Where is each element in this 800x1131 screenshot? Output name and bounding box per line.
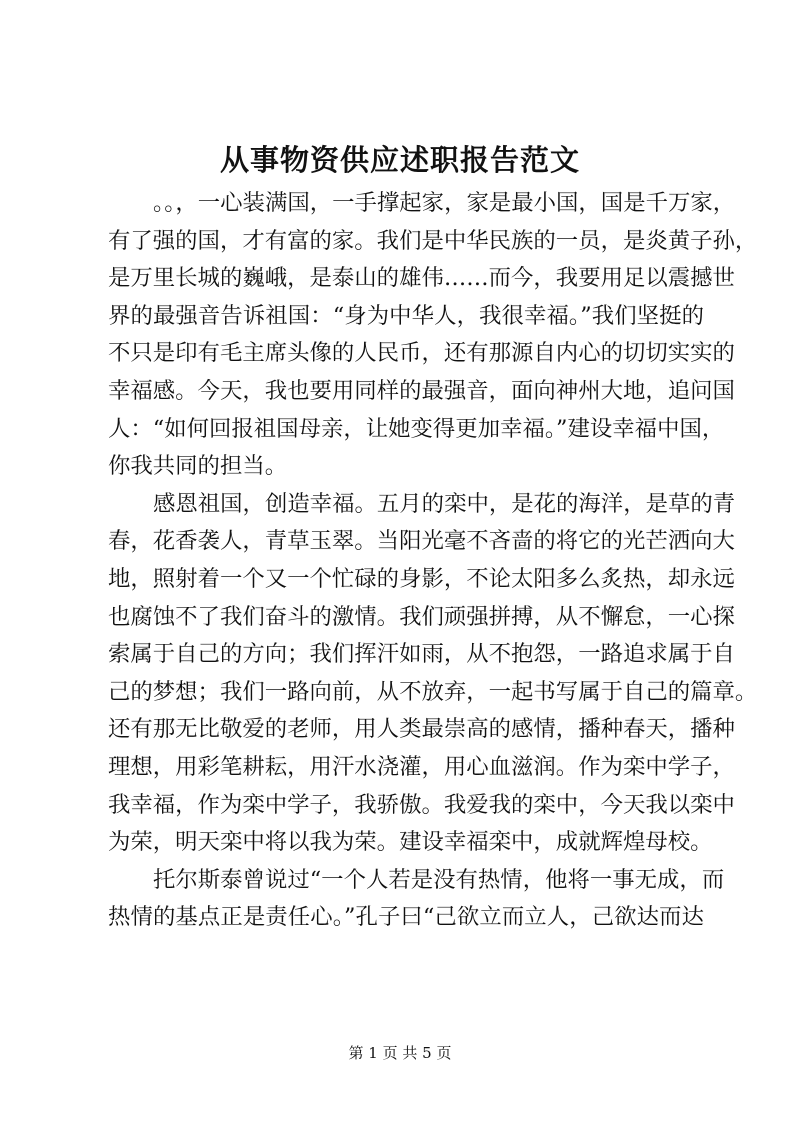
- text-line: 为荣，明天栾中将以我为荣。建设幸福栾中，成就辉煌母校。: [108, 829, 713, 856]
- text-line: 地，照射着一个又一个忙碌的身影，不论太阳多么炙热，却永远: [108, 565, 735, 592]
- text-line: 也腐蚀不了我们奋斗的激情。我们顽强拼搏，从不懈怠，一心探: [108, 603, 735, 630]
- paragraph: [108, 185, 758, 486]
- page-footer: 第 1 页 共 5 页: [348, 1044, 452, 1062]
- document-body: [108, 185, 758, 937]
- text-line: 不只是印有毛主席头像的人民币，还有那源自内心的切切实实的: [108, 340, 735, 367]
- text-line: 理想，用彩笔耕耘，用汗水浇灌，用心血滋润。作为栾中学子，: [108, 753, 735, 780]
- text-line: 春，花香袭人，青草玉翠。当阳光毫不吝啬的将它的光芒洒向大: [108, 528, 735, 555]
- paragraph: [108, 486, 758, 862]
- text-line: 还有那无比敬爱的老师，用人类最崇高的感情，播种春天，播种: [108, 716, 735, 743]
- text-line: 界的最强音告诉祖国：“身为中华人，我很幸福。”我们坚挺的: [108, 302, 704, 329]
- text-line: 人：“如何回报祖国母亲，让她变得更加幸福。”建设幸福中国，: [108, 415, 725, 442]
- text-line: 我幸福，作为栾中学子，我骄傲。我爱我的栾中，今天我以栾中: [108, 791, 735, 818]
- text-line: 己的梦想；我们一路向前，从不放弃，一起书写属于自己的篇章。: [108, 678, 758, 705]
- paragraph: [108, 862, 725, 937]
- text-line: 索属于自己的方向；我们挥汗如雨，从不抱怨，一路追求属于自: [108, 641, 735, 668]
- text-line: 你我共同的担当。: [108, 453, 288, 480]
- document-title: 从事物资供应述职报告范文: [219, 143, 580, 177]
- text-line: 是万里长城的巍峨，是泰山的雄伟……而今，我要用足以震撼世: [108, 265, 735, 292]
- text-line: 托尔斯泰曾说过“一个人若是没有热情，他将一事无成，而: [153, 866, 725, 893]
- text-line: 幸福感。今天，我也要用同样的最强音，面向神州大地，追问国: [108, 377, 735, 404]
- text-line: 。。，一心装满国，一手撑起家，家是最小国，国是千万家，: [153, 190, 736, 216]
- text-line: 有了强的国，才有富的家。我们是中华民族的一员，是炎黄子孙，: [108, 227, 758, 254]
- text-line: 感恩祖国，创造幸福。五月的栾中，是花的海洋，是草的青: [153, 490, 736, 517]
- text-line: 热情的基点正是责任心。”孔子曰“己欲立而立人，己欲达而达: [108, 904, 704, 931]
